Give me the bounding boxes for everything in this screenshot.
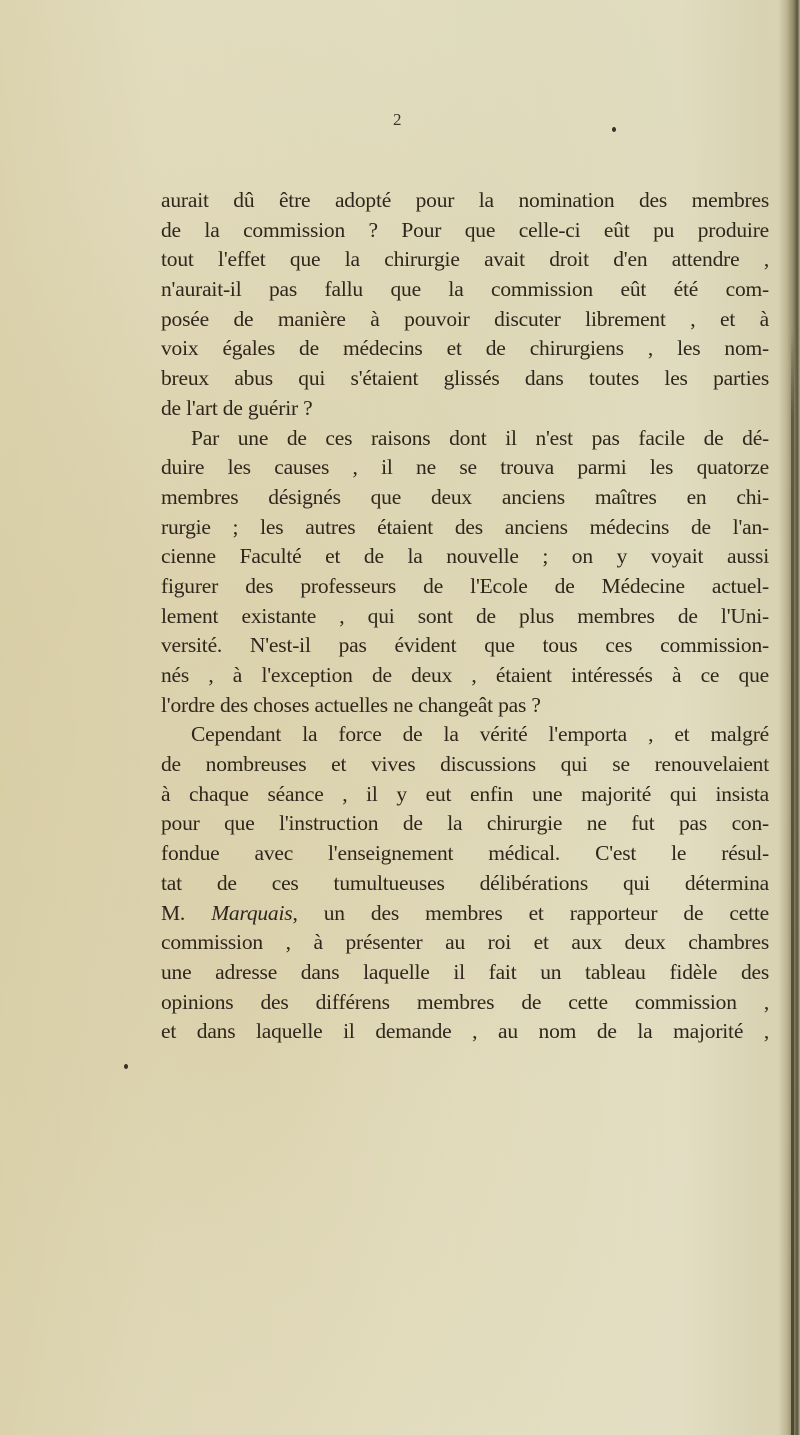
- text-line: cienne Faculté et de la nouvelle ; on y voyait aussi: [161, 544, 769, 569]
- text-line: voix égales de médecins et de chirurgiens , les nom-: [161, 336, 769, 361]
- text-line: posée de manière à pouvoir discuter librement , et à: [161, 306, 769, 331]
- text-line: l'ordre des choses actuelles ne changeât pas ?: [161, 692, 541, 717]
- text-line: membres désignés que deux anciens maîtres en chi-: [161, 484, 769, 509]
- line-remainder: un des membres et rapporteur de cette: [323, 900, 769, 925]
- honorific: M.: [161, 900, 186, 925]
- text-line: opinions des différens membres de cette commission ,: [161, 989, 769, 1014]
- body-text: [161, 186, 769, 1047]
- text-line: commission , à présenter au roi et aux deux chambres: [161, 930, 769, 955]
- text-line: une adresse dans laquelle il fait un tableau fidèle des: [161, 959, 769, 984]
- text-line: aurait dû être adopté pour la nomination des membres: [161, 188, 769, 212]
- text-line: Par une de ces raisons dont il n'est pas facile de dé-: [191, 425, 769, 450]
- comma: ,: [292, 900, 298, 925]
- text-line-with-name: [161, 899, 769, 929]
- ink-speck: [612, 127, 616, 132]
- text-line: Cependant la force de la vérité l'emporta , et malgré: [191, 722, 769, 747]
- text-line: de l'art de guérir ?: [161, 395, 313, 420]
- text-line: tat de ces tumultueuses délibérations qui détermina: [161, 870, 769, 895]
- text-line: n'aurait-il pas fallu que la commission eût été com-: [161, 277, 769, 302]
- text-line: fondue avec l'enseignement médical. C'est le résul-: [161, 841, 769, 866]
- text-line: lement existante , qui sont de plus membres de l'Uni-: [161, 603, 769, 628]
- text-line: pour que l'instruction de la chirurgie ne fut pas con-: [161, 811, 769, 836]
- text-line: de nombreuses et vives discussions qui se renouvelaient: [161, 752, 769, 777]
- text-line: nés , à l'exception de deux , étaient intéressés à ce que: [161, 663, 769, 687]
- text-line: à chaque séance , il y eut enfin une majorité qui insista: [161, 781, 769, 806]
- book-edge-line: [791, 330, 794, 1435]
- text-line: versité. N'est-il pas évident que tous ces commission-: [161, 633, 769, 658]
- text-line: rurgie ; les autres étaient des anciens médecins de l'an-: [161, 514, 769, 539]
- text-line: et dans laquelle il demande , au nom de la majorité ,: [161, 1019, 769, 1044]
- text-line: tout l'effet que la chirurgie avait droit d'en attendre ,: [161, 247, 769, 272]
- person-name: Marquais: [211, 900, 293, 925]
- text-line: figurer des professeurs de l'Ecole de Médecine actuel-: [161, 573, 769, 598]
- text-line: breux abus qui s'étaient glissés dans toutes les parties: [161, 366, 769, 391]
- text-line: duire les causes , il ne se trouva parmi les quatorze: [161, 455, 769, 480]
- ink-speck: [124, 1064, 128, 1069]
- text-line: de la commission ? Pour que celle-ci eût pu produire: [161, 217, 769, 242]
- book-spine-shadow: [778, 0, 800, 1435]
- page-number: 2: [393, 110, 402, 129]
